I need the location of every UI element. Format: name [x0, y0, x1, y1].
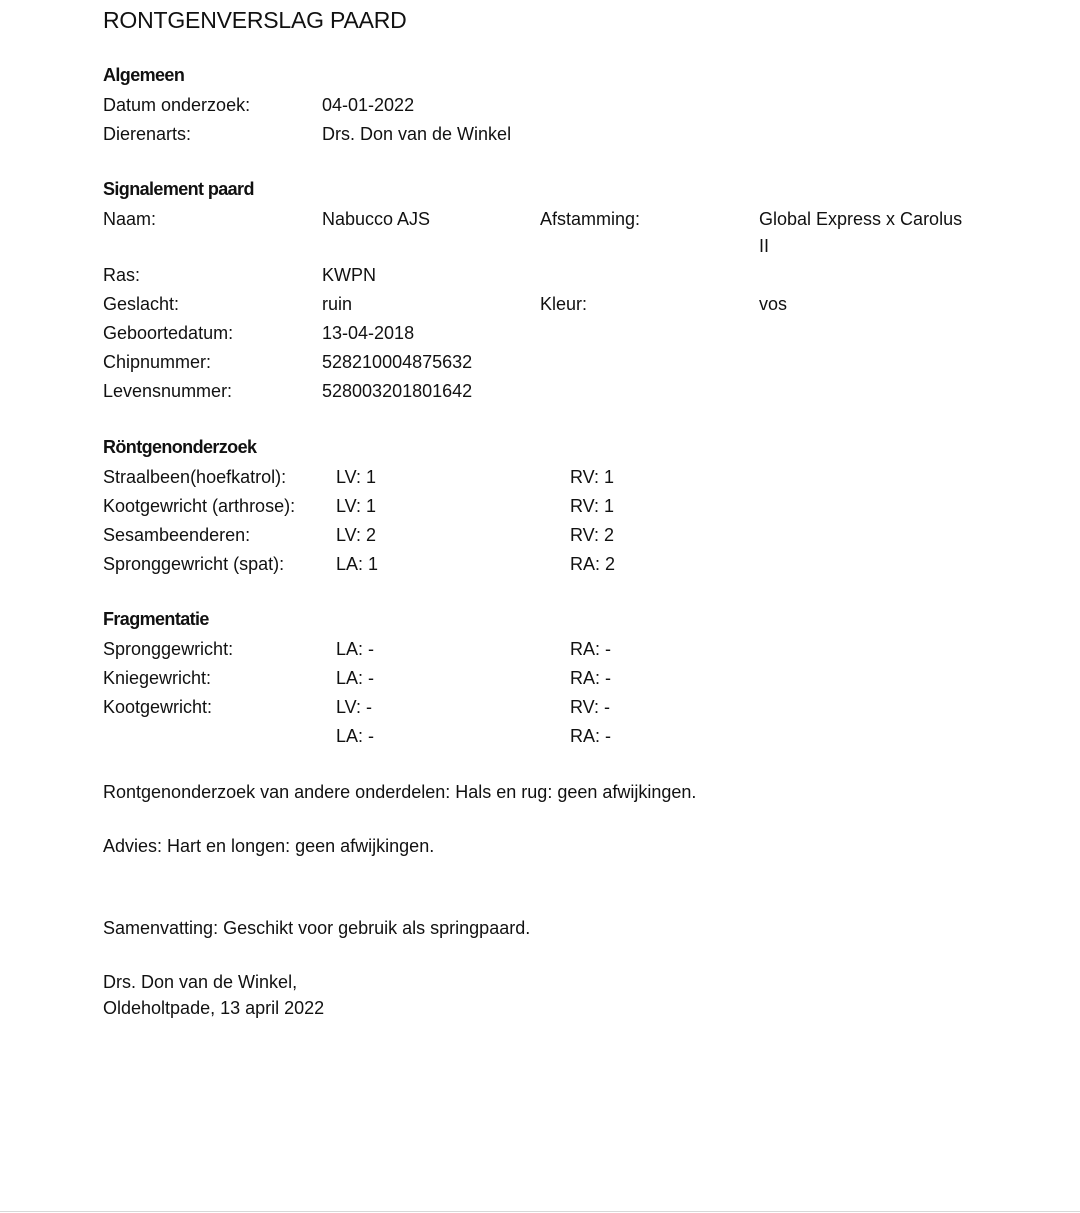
- ras-value: KWPN: [322, 265, 376, 285]
- section-heading-algemeen: Algemeen: [103, 65, 185, 85]
- signature-name: Drs. Don van de Winkel,: [103, 972, 298, 992]
- rontgen-row-label: Kootgewricht (arthrose):: [103, 496, 296, 516]
- levensnummer-label: Levensnummer:: [103, 381, 233, 401]
- afstamming-value-line1: Global Express x Carolus: [759, 209, 963, 229]
- signature-place-date: Oldeholtpade, 13 april 2022: [103, 998, 325, 1018]
- rontgen-row-left: LV: 1: [336, 467, 377, 487]
- rontgen-row-left: LV: 2: [336, 525, 377, 545]
- dierenarts-value: Drs. Don van de Winkel: [322, 124, 512, 144]
- geslacht-value: ruin: [322, 294, 353, 314]
- ras-label: Ras:: [103, 265, 141, 285]
- fragmentatie-row-right: RA: -: [570, 639, 612, 659]
- rontgen-row-right: RV: 2: [570, 525, 615, 545]
- fragmentatie-row-label: Kootgewricht:: [103, 697, 213, 717]
- fragmentatie-row-left: LV: -: [336, 697, 373, 717]
- fragmentatie-row-label: Kniegewricht:: [103, 668, 212, 688]
- page-bottom-divider: [0, 1211, 1080, 1212]
- advies-text: Advies: Hart en longen: geen afwijkingen.: [103, 836, 435, 856]
- section-heading-rontgen: Röntgenonderzoek: [103, 437, 257, 457]
- rontgen-row-right: RA: 2: [570, 554, 616, 574]
- fragmentatie-row-right: RA: -: [570, 726, 612, 746]
- naam-value: Nabucco AJS: [322, 209, 431, 229]
- section-heading-signalement: Signalement paard: [103, 179, 254, 199]
- fragmentatie-row-left: LA: -: [336, 639, 375, 659]
- rontgen-row-left: LA: 1: [336, 554, 379, 574]
- geslacht-label: Geslacht:: [103, 294, 180, 314]
- levensnummer-value: 528003201801642: [322, 381, 473, 401]
- geboortedatum-label: Geboortedatum:: [103, 323, 234, 343]
- fragmentatie-row-left: LA: -: [336, 726, 375, 746]
- geboortedatum-value: 13-04-2018: [322, 323, 415, 343]
- chipnummer-value: 528210004875632: [322, 352, 473, 372]
- rontgen-row-left: LV: 1: [336, 496, 377, 516]
- fragmentatie-row-label: Spronggewricht:: [103, 639, 234, 659]
- section-heading-fragmentatie: Fragmentatie: [103, 609, 209, 629]
- afstamming-value-line2: II: [759, 236, 770, 256]
- rontgen-row-label: Spronggewricht (spat):: [103, 554, 285, 574]
- rontgen-row-right: RV: 1: [570, 467, 615, 487]
- rontgen-row-label: Straalbeen(hoefkatrol):: [103, 467, 287, 487]
- afstamming-label: Afstamming:: [540, 209, 641, 229]
- kleur-label: Kleur:: [540, 294, 588, 314]
- fragmentatie-row-left: LA: -: [336, 668, 375, 688]
- samenvatting-text: Samenvatting: Geschikt voor gebruik als springpaard.: [103, 918, 531, 938]
- naam-label: Naam:: [103, 209, 157, 229]
- report-title: RONTGENVERSLAG PAARD: [103, 7, 407, 33]
- kleur-value: vos: [759, 294, 788, 314]
- chipnummer-label: Chipnummer:: [103, 352, 212, 372]
- fragmentatie-row-right: RA: -: [570, 668, 612, 688]
- andere-onderdelen-text: Rontgenonderzoek van andere onderdelen: Hals en rug: geen afwijkingen.: [103, 782, 697, 802]
- rontgen-row-label: Sesambeenderen:: [103, 525, 251, 545]
- rontgen-row-right: RV: 1: [570, 496, 615, 516]
- datum-value: 04-01-2022: [322, 95, 415, 115]
- datum-label: Datum onderzoek:: [103, 95, 251, 115]
- fragmentatie-row-right: RV: -: [570, 697, 611, 717]
- dierenarts-label: Dierenarts:: [103, 124, 192, 144]
